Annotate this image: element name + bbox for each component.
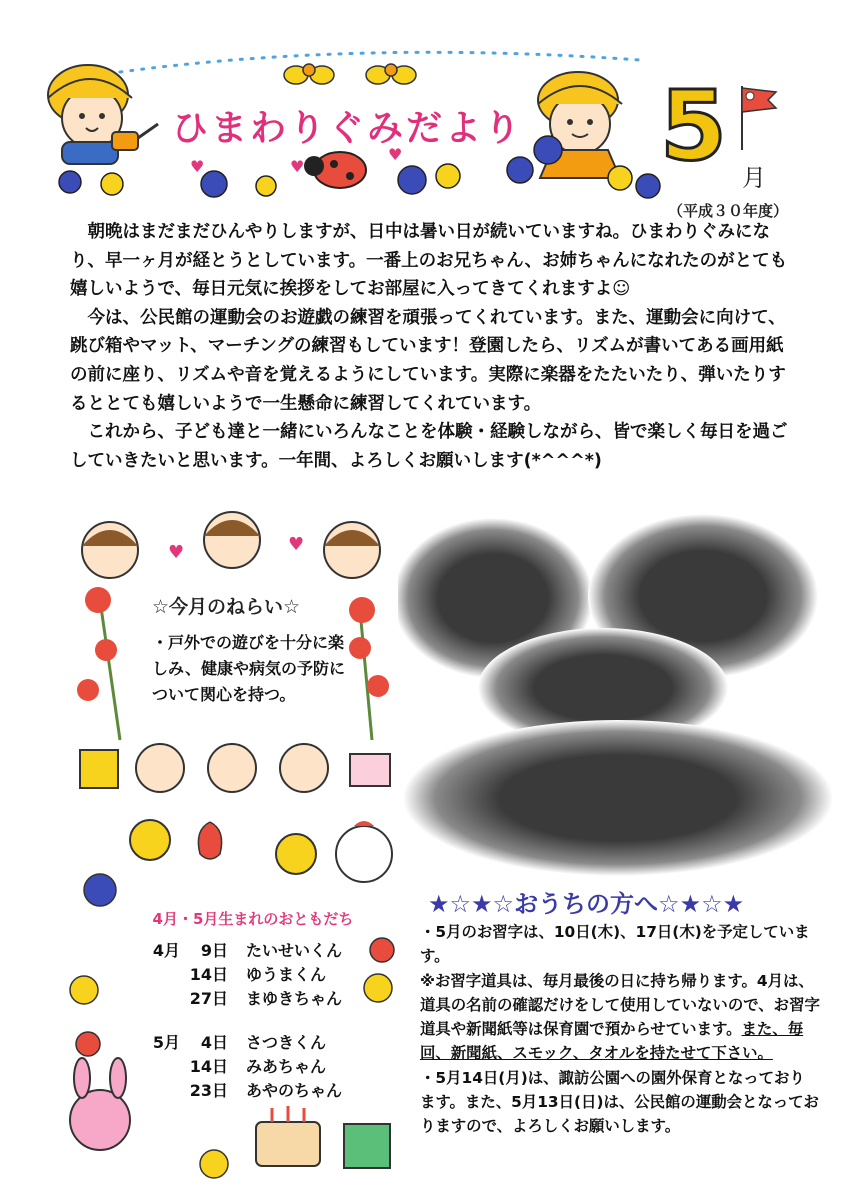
ladybug-icon: [304, 152, 366, 188]
birthday-row: 5月 4日 さつきくん: [152, 1033, 327, 1052]
bee-icon: [130, 820, 170, 860]
svg-text:♥: ♥: [288, 534, 305, 555]
month-kanji: 月: [742, 164, 766, 192]
butterfly-icon: [366, 64, 416, 84]
birthday-title: 4月・5月生まれのおともだち: [128, 905, 378, 933]
birthday-row: 14日 みあちゃん: [189, 1057, 327, 1076]
birthday-row: 14日 ゆうまくん: [189, 965, 327, 984]
chick-icon: [276, 834, 316, 874]
fiscal-year: （平成３０年度）: [668, 202, 789, 220]
carnation-icon: [77, 587, 120, 740]
intro-paragraph: 今は、公民館の運動会のお遊戯の練習を頑張ってくれています。また、運動会に向けて、跳び箱やマット、マーチングの練習もしています！登園したら、リズムが書いてある画用紙の前に座り、リズムや音を覚えるようにしています。実際に楽器をたたいたり、弾いたりするととても嬉しいようで一生懸命に練習してくれています。: [70, 307, 786, 414]
strawberry-icon: [198, 822, 221, 859]
intro-text: [70, 218, 790, 475]
svg-text:♥: ♥: [190, 157, 205, 176]
newsletter-title: ひまわりぐみだより: [172, 108, 524, 149]
notice-body: [420, 920, 820, 1139]
svg-text:♥: ♥: [290, 157, 305, 176]
intro-paragraph: 朝晩はまだまだひんやりしますが、日中は暑い日が続いていますね。ひまわりぐみになり、早一ヶ月が経とうとしています。一番上のお兄ちゃん、お姉ちゃんになれたのがとても嬉しいようで、毎日元気に挨拶をしてお部屋に入ってきてくれますよ☺: [70, 222, 788, 300]
gift-box-icon: [344, 1124, 390, 1168]
notice-line: ・5月14日(月)は、諏訪公園への園外保育となっております。また、5月13日(日)は、公民館の運動会となっておりますので、よろしくお願いします。: [420, 1068, 819, 1136]
child-watering-icon: [48, 65, 158, 164]
rabbit-icon: [70, 1058, 130, 1150]
hen-icon: [336, 821, 392, 882]
notice-underlined-text: また、毎回、新聞紙、スモック、タオルを持たせて下さい。: [420, 1020, 804, 1063]
children-cheering-icon: [80, 744, 390, 792]
koinobori-icon: [742, 86, 776, 150]
notice-line: ・5月のお習字は、10日(木)、17日(木)を予定しています。: [420, 923, 810, 966]
svg-text:♥: ♥: [168, 542, 185, 563]
butterfly-icon: [284, 64, 334, 84]
notice-title: ★☆★☆おうちの方へ☆★☆★: [428, 890, 745, 918]
notice-text: ※お習字道具は、毎月最後の日に持ち帰ります。4月は、道具の名前の確認だけをして使用していないので、お習字道具や新聞紙等は保育園で預からせています。: [420, 971, 820, 1039]
aim-body: ・戸外での遊びを十分に楽しみ、健康や病気の予防について関心を持つ。: [152, 633, 345, 704]
photo-bottom: [403, 720, 833, 876]
birthday-row: 27日 まゆきちゃん: [189, 989, 343, 1008]
child-faces-icon: [82, 512, 380, 578]
svg-text:♥: ♥: [388, 145, 403, 164]
carnation-icon: [349, 597, 389, 740]
notice-line: [420, 969, 820, 1066]
month-number: 5: [660, 70, 727, 182]
class-photos: [398, 508, 838, 878]
aim-title: ☆今月のねらい☆: [152, 596, 301, 618]
intro-paragraph: これから、子ども達と一緒にいろんなことを体験・経験しながら、皆で楽しく毎日を過ごしていきたいと思います。一年間、よろしくお願いします(*^^^*): [70, 422, 788, 471]
birthday-cake-icon: [256, 1106, 320, 1166]
birthday-row: 4月 9日 たいせいくん: [152, 941, 343, 960]
birthday-row: 23日 あやのちゃん: [189, 1081, 343, 1100]
